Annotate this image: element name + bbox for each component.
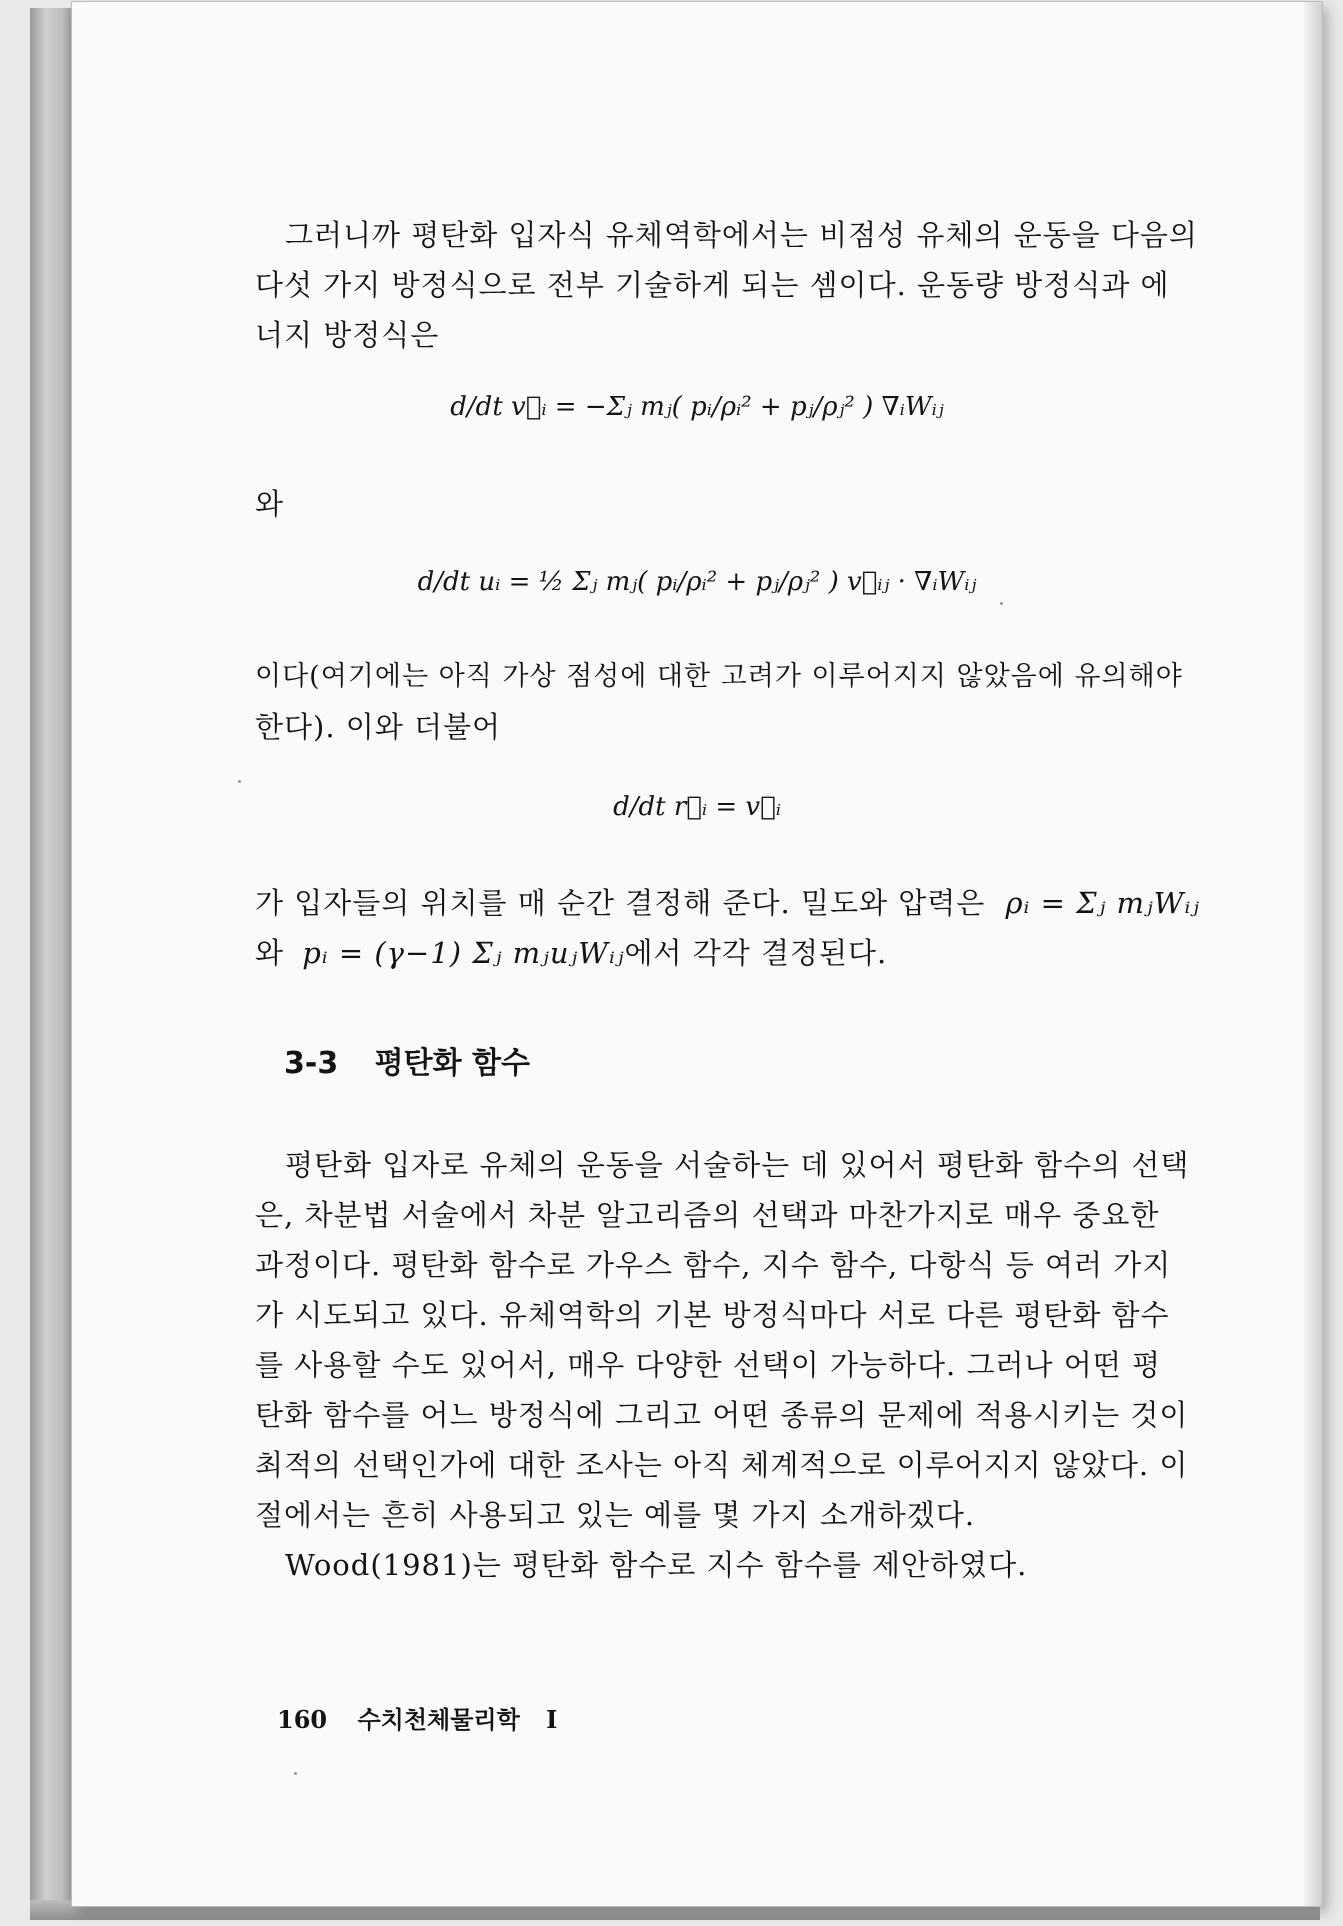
equation-text: d/dt v⃗ᵢ = −Σⱼ mⱼ( pᵢ/ρᵢ² + pⱼ/ρⱼ² ) ∇ᵢWᵢⱼ	[450, 392, 944, 422]
paragraph-intro	[255, 210, 1275, 360]
text-line: 다섯 가지 방정식으로 전부 기술하게 되는 셈이다. 운동량 방정식과 에	[255, 268, 1170, 302]
text-line: 최적의 선택인가에 대한 조사는 아직 체계적으로 이루어지지 않았다. 이	[255, 1448, 1189, 1482]
text-line: 그러니까 평탄화 입자식 유체역학에서는 비점성 유체의 운동을 다음의	[285, 218, 1198, 252]
page-footer	[277, 1700, 557, 1735]
page-number: 160	[277, 1705, 328, 1734]
section-heading	[284, 1038, 530, 1082]
text-line: 이다(여기에는 아직 가상 점성에 대한 고려가 이루어지지 않았음에 유의해야	[255, 661, 1183, 692]
text-segment: 에서 각각 결정된다.	[624, 936, 888, 970]
text-line: 한다). 이와 더불어	[255, 710, 502, 744]
equation-momentum	[72, 392, 1322, 422]
text-line: 너지 방정식은	[255, 318, 440, 352]
section-title: 평탄화 함수	[374, 1046, 531, 1081]
paragraph-smoothing	[255, 1140, 1275, 1590]
paragraph-note	[255, 652, 1275, 752]
connector-word: 와	[255, 487, 284, 521]
equation-energy	[72, 567, 1322, 597]
book-page	[72, 2, 1322, 1906]
scan-speck	[1000, 602, 1003, 605]
page-edge	[1304, 2, 1322, 1906]
text-line: 탄화 함수를 어느 방정식에 그리고 어떤 종류의 문제에 적용시키는 것이	[255, 1398, 1189, 1432]
paragraph-density-pressure	[255, 878, 1275, 978]
inline-math-density: ρᵢ = Σⱼ mⱼWᵢⱼ	[1005, 886, 1200, 920]
text-line: 절에서는 흔히 사용되고 있는 예를 몇 가지 소개하겠다.	[255, 1498, 976, 1532]
section-number: 3-3	[284, 1046, 339, 1081]
scan-speck	[294, 1772, 297, 1775]
book-spine	[30, 8, 76, 1916]
text-line	[255, 928, 1275, 978]
equation-text: d/dt r⃗ᵢ = v⃗ᵢ	[613, 792, 781, 822]
book-title: 수치천체물리학	[357, 1705, 520, 1734]
volume-number: I	[546, 1705, 558, 1734]
inline-math-pressure: pᵢ = (γ−1) Σⱼ mⱼuⱼWᵢⱼ	[302, 936, 625, 970]
text-segment: 와	[255, 936, 285, 970]
text-line: 과정이다. 평탄화 함수로 가우스 함수, 지수 함수, 다항식 등 여러 가지	[255, 1248, 1172, 1282]
text-line: 은, 차분법 서술에서 차분 알고리즘의 선택과 마찬가지로 매우 중요한	[255, 1198, 1160, 1232]
text-line: 를 사용할 수도 있어서, 매우 다양한 선택이 가능하다. 그러나 어떤 평	[255, 1348, 1161, 1382]
text-segment: 가 입자들의 위치를 매 순간 결정해 준다. 밀도와 압력은	[255, 886, 986, 920]
equation-position	[72, 792, 1322, 822]
scan-speck	[238, 780, 241, 783]
text-line: 평탄화 입자로 유체의 운동을 서술하는 데 있어서 평탄화 함수의 선택	[285, 1148, 1190, 1182]
text-line	[255, 878, 1275, 928]
text-line: 가 시도되고 있다. 유체역학의 기본 방정식마다 서로 다른 평탄화 함수	[255, 1298, 1170, 1332]
equation-text: d/dt uᵢ = ½ Σⱼ mⱼ( pᵢ/ρᵢ² + pⱼ/ρⱼ² ) v⃗ᵢⱼ · ∇ᵢWᵢⱼ	[417, 567, 977, 597]
text-line: Wood(1981)는 평탄화 함수로 지수 함수를 제안하였다.	[285, 1548, 1028, 1582]
